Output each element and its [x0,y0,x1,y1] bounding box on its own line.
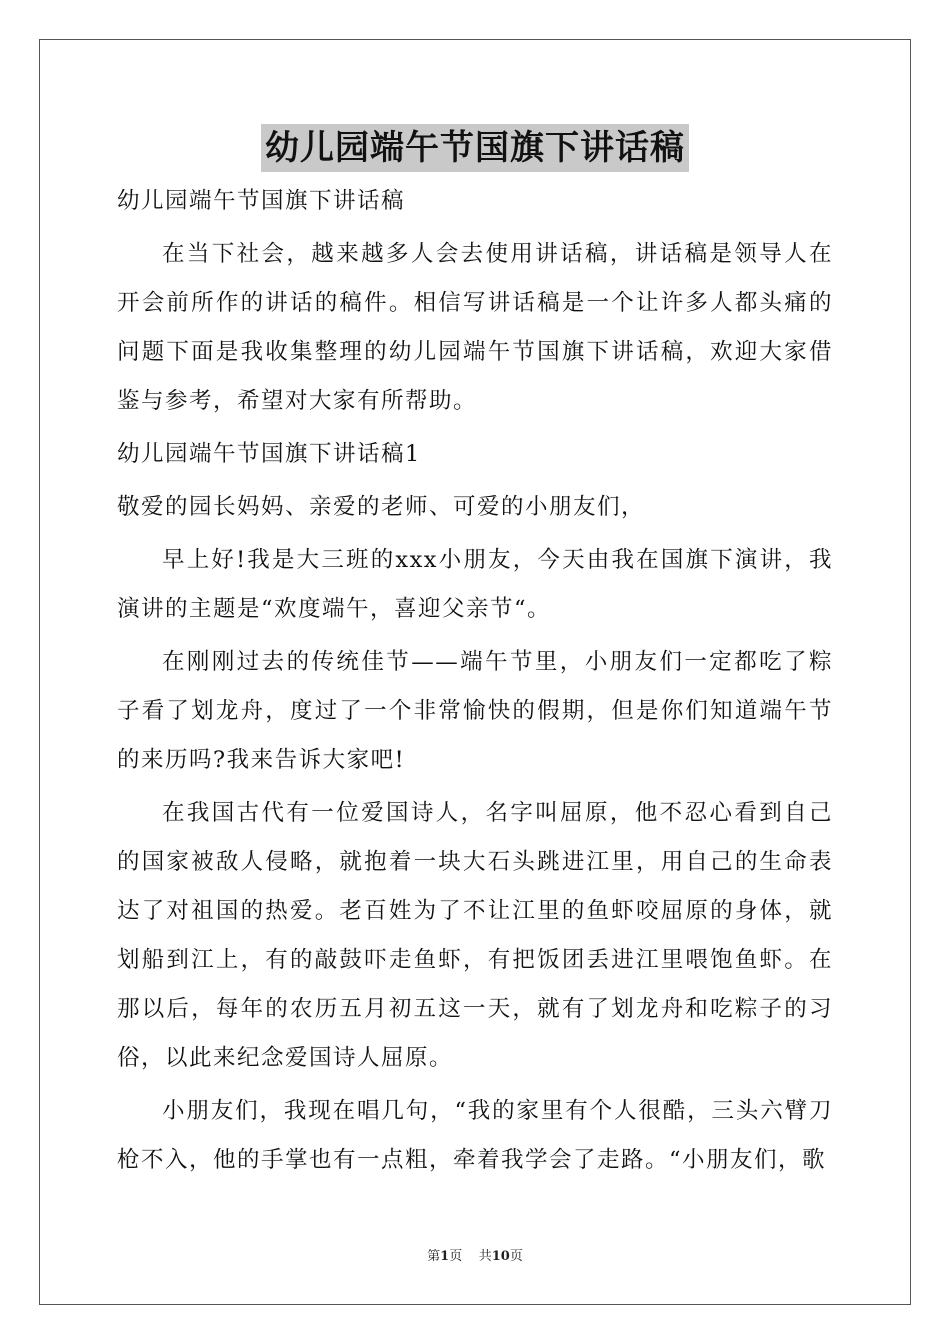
body-paragraph: 在我国古代有一位爱国诗人，名字叫屈原，他不忍心看到自己的国家被敌人侵略，就抱着一块大石头跳进江里，用自己的生命表达了对祖国的热爱。老百姓为了不让江里的鱼虾咬屈原的身体，就划船到江上，有的敲鼓吓走鱼虾，有把饭团丢进江里喂饱鱼虾。在那以后，每年的农历五月初五这一天，就有了划龙舟和吃粽子的习俗，以此来纪念爱国诗人屈原。 [117,800,833,1071]
page-footer [0,1245,950,1264]
page-total-suffix: 页 [509,1249,523,1264]
section-heading: 幼儿园端午节国旗下讲话稿1 [117,441,421,467]
page-number-prefix: 第 [427,1249,441,1264]
title-container [0,124,950,172]
body-paragraph: 在刚刚过去的传统佳节——端午节里，小朋友们一定都吃了粽子看了划龙舟，度过了一个非常愉快的假期，但是你们知道端午节的来历吗?我来告诉大家吧! [117,649,833,773]
document-title: 幼儿园端午节国旗下讲话稿 [261,124,689,172]
page-total: 10 [491,1249,510,1264]
subtitle-paragraph: 幼儿园端午节国旗下讲话稿 [117,188,406,214]
intro-paragraph: 在当下社会，越来越多人会去使用讲话稿，讲话稿是领导人在开会前所作的讲话的稿件。相信写讲话稿是一个让许多人都头痛的问题下面是我收集整理的幼儿园端午节国旗下讲话稿，欢迎大家借鉴与参考，希望对大家有所帮助。 [117,241,833,414]
body-paragraph: 早上好!我是大三班的xxx小朋友，今天由我在国旗下演讲，我演讲的主题是“欢度端午，喜迎父亲节“。 [117,547,833,622]
greeting-paragraph: 敬爱的园长妈妈、亲爱的老师、可爱的小朋友们， [117,494,646,520]
page-number-suffix: 页 [449,1249,463,1264]
page-total-prefix: 共 [478,1249,492,1264]
body-paragraph: 小朋友们，我现在唱几句，“我的家里有个人很酷，三头六臂刀枪不入，他的手掌也有一点粗，牵着我学会了走路。“小朋友们，歌 [117,1098,833,1173]
page-number-current: 1 [440,1249,450,1264]
document-body [117,177,833,1185]
